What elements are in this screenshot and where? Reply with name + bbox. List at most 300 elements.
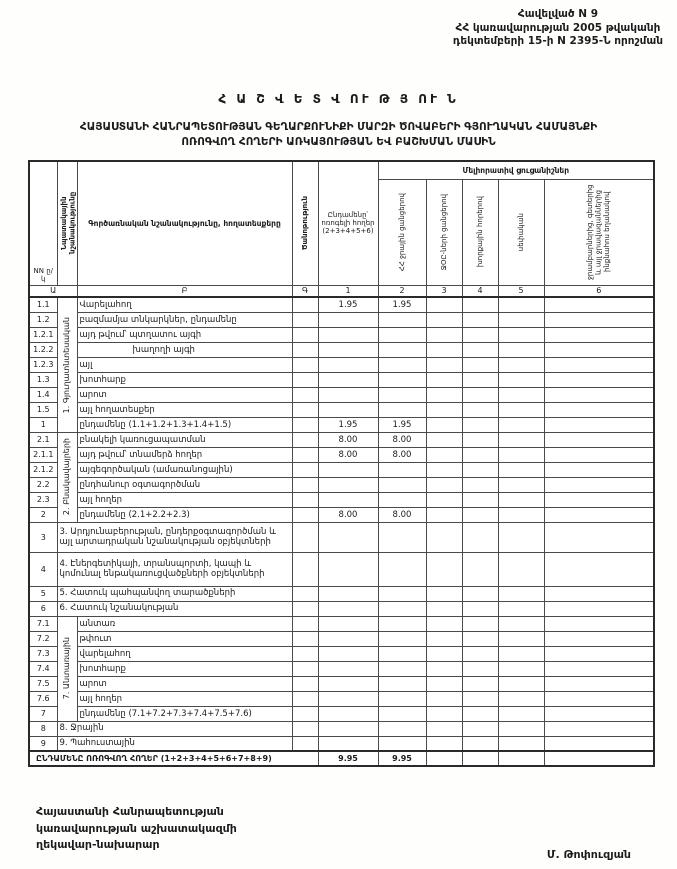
row-num: 7.1 — [29, 616, 57, 631]
row-num: 7.3 — [29, 646, 57, 661]
signatory-line-3: ղեկավար-նախարար — [36, 838, 160, 851]
value-cell: 1.95 — [378, 297, 426, 312]
value-cell — [426, 312, 462, 327]
value-cell — [318, 312, 378, 327]
value-cell — [378, 706, 426, 721]
table-row — [29, 297, 654, 312]
col-header-sub-1 — [378, 179, 426, 285]
value-cell — [426, 586, 462, 601]
table-row — [29, 447, 654, 462]
value-cell — [544, 387, 654, 402]
value-cell — [498, 616, 544, 631]
col-header-sub-1-text: ՀՀ ջրային ցանցերով — [397, 192, 406, 272]
value-cell — [462, 706, 498, 721]
row-label: այդ թվում՝ տնամերձ հողեր — [77, 447, 292, 462]
col-header-note — [292, 161, 318, 285]
value-cell: 1.95 — [318, 417, 378, 432]
row-num: 2 — [29, 507, 57, 522]
note-cell — [292, 601, 318, 616]
value-cell — [462, 552, 498, 586]
row-label: թփուտ — [77, 631, 292, 646]
value-cell — [498, 387, 544, 402]
col-header-total: Ընդամենը՝ ոռոգելի հողեր (2+3+4+5+6) — [318, 161, 378, 285]
row-num: 5 — [29, 586, 57, 601]
value-cell — [462, 507, 498, 522]
value-cell — [318, 706, 378, 721]
value-cell — [426, 492, 462, 507]
row-label: այլ հողեր — [77, 492, 292, 507]
value-cell — [462, 616, 498, 631]
table-row — [29, 327, 654, 342]
value-cell — [318, 552, 378, 586]
col-group-header: Մելիորատիվ ցուցանիշներ — [378, 161, 654, 179]
value-cell — [426, 462, 462, 477]
row-label: վարելահող — [77, 646, 292, 661]
value-cell: 8.00 — [378, 507, 426, 522]
section-label — [57, 297, 77, 432]
row-num: 7.4 — [29, 661, 57, 676]
value-cell — [426, 327, 462, 342]
value-cell — [426, 631, 462, 646]
letter-cell: 6 — [544, 285, 654, 297]
row-num: 1.4 — [29, 387, 57, 402]
value-cell — [498, 661, 544, 676]
value-cell — [318, 357, 378, 372]
value-cell — [498, 402, 544, 417]
note-cell — [292, 402, 318, 417]
value-cell — [378, 357, 426, 372]
value-cell — [378, 721, 426, 736]
row-label: 8. Ջրային — [57, 721, 292, 736]
table-row — [29, 552, 654, 586]
note-cell — [292, 691, 318, 706]
value-cell — [426, 417, 462, 432]
section-label-text: 2. Բնակավայրերի — [62, 438, 72, 516]
value-cell — [498, 721, 544, 736]
row-num: 1.1 — [29, 297, 57, 312]
value-cell — [498, 736, 544, 751]
letter-cell: 3 — [426, 285, 462, 297]
value-cell — [498, 706, 544, 721]
value-cell — [426, 387, 462, 402]
value-cell — [462, 462, 498, 477]
table-row — [29, 601, 654, 616]
value-cell — [544, 297, 654, 312]
value-cell — [498, 522, 544, 552]
row-num: 1.2.3 — [29, 357, 57, 372]
row-label: ընդհանուր օգտագործման — [77, 477, 292, 492]
value-cell — [378, 342, 426, 357]
value-cell — [462, 417, 498, 432]
row-label: 3. Արդյունաբերության, ընդերքօգտագործման և այլ արտադրական նշանակության օբյեկտների — [57, 522, 292, 552]
value-cell — [498, 327, 544, 342]
note-cell — [292, 721, 318, 736]
row-label: խոտհարք — [77, 372, 292, 387]
value-cell — [318, 462, 378, 477]
value-cell — [318, 522, 378, 552]
value-cell — [426, 447, 462, 462]
value-cell — [544, 492, 654, 507]
value-cell — [462, 477, 498, 492]
note-cell — [292, 447, 318, 462]
letter-cell: Գ — [292, 285, 318, 297]
note-cell — [292, 417, 318, 432]
value-cell — [378, 372, 426, 387]
row-label: 6. Հատուկ նշանակության — [57, 601, 292, 616]
row-num: 7.6 — [29, 691, 57, 706]
row-num: 7.2 — [29, 631, 57, 646]
value-cell: 9.95 — [318, 751, 378, 766]
value-cell — [544, 616, 654, 631]
row-label: 9. Պահուստային — [57, 736, 292, 751]
row-num: 7.5 — [29, 676, 57, 691]
value-cell — [462, 522, 498, 552]
value-cell — [318, 492, 378, 507]
value-cell — [426, 552, 462, 586]
table-row — [29, 522, 654, 552]
value-cell — [378, 601, 426, 616]
table-row — [29, 312, 654, 327]
row-label: անտառ — [77, 616, 292, 631]
value-cell — [426, 661, 462, 676]
value-cell — [378, 492, 426, 507]
row-num: 6 — [29, 601, 57, 616]
report-title: Հ Ա Շ Վ Ե Տ Վ ՈՒ Թ Յ ՈՒ Ն — [218, 92, 459, 106]
row-num: 9 — [29, 736, 57, 751]
table-row — [29, 372, 654, 387]
note-cell — [292, 357, 318, 372]
row-label: խոտհարք — [77, 661, 292, 676]
signatory-block — [36, 804, 237, 854]
col-header-purpose-text: Նպատակային նշանակությունը — [59, 192, 76, 255]
table-row — [29, 691, 654, 706]
value-cell — [426, 646, 462, 661]
value-cell — [378, 402, 426, 417]
value-cell — [378, 616, 426, 631]
section-label — [57, 616, 77, 721]
note-cell — [292, 297, 318, 312]
col-header-functional: Գործառնական նշանակությունը, հողատեսքերը — [77, 161, 292, 285]
value-cell — [462, 432, 498, 447]
value-cell — [318, 477, 378, 492]
table-row — [29, 616, 654, 631]
note-cell — [292, 432, 318, 447]
value-cell — [378, 586, 426, 601]
value-cell — [318, 616, 378, 631]
value-cell — [462, 751, 498, 766]
value-cell — [426, 736, 462, 751]
col-header-sub-2 — [426, 179, 462, 285]
row-label: 5. Հատուկ պահպանվող տարածքների — [57, 586, 292, 601]
value-cell — [426, 342, 462, 357]
value-cell — [498, 462, 544, 477]
value-cell — [462, 312, 498, 327]
row-num: 2.1.2 — [29, 462, 57, 477]
value-cell — [318, 721, 378, 736]
value-cell — [318, 586, 378, 601]
value-cell — [544, 342, 654, 357]
value-cell — [544, 736, 654, 751]
note-cell — [292, 507, 318, 522]
value-cell — [318, 402, 378, 417]
value-cell — [378, 327, 426, 342]
value-cell — [426, 357, 462, 372]
value-cell — [544, 586, 654, 601]
value-cell — [498, 631, 544, 646]
row-label: արոտ — [77, 676, 292, 691]
row-label: ընդամենը (7.1+7.2+7.3+7.4+7.5+7.6) — [77, 706, 292, 721]
section-label — [57, 432, 77, 522]
value-cell — [462, 646, 498, 661]
table-row — [29, 661, 654, 676]
value-cell — [426, 616, 462, 631]
value-cell — [426, 751, 462, 766]
note-cell — [292, 736, 318, 751]
row-num: 4 — [29, 552, 57, 586]
row-label: այլ — [77, 357, 292, 372]
value-cell — [462, 297, 498, 312]
header-row-main — [29, 161, 654, 179]
value-cell — [544, 601, 654, 616]
value-cell — [378, 462, 426, 477]
value-cell: 8.00 — [318, 432, 378, 447]
note-cell — [292, 661, 318, 676]
signatory-line-1: Հայաստանի Հանրապետության — [36, 805, 224, 818]
row-label: ընդամենը (2.1+2.2+2.3) — [77, 507, 292, 522]
report-subtitle-2: ՈՌՈԳՎՈՂ ՀՈՂԵՐԻ ԱՌԿԱՅՈՒԹՅԱՆ ԵՎ ԲԱՇԽՄԱՆ ՄԱՍԻՆ — [181, 136, 496, 148]
value-cell — [544, 691, 654, 706]
row-num: 1.3 — [29, 372, 57, 387]
signature-name: Մ. Թոփուզյան — [546, 848, 631, 861]
row-num: 2.1.1 — [29, 447, 57, 462]
value-cell: 1.95 — [318, 297, 378, 312]
grand-total-row — [29, 751, 654, 766]
value-cell — [378, 691, 426, 706]
value-cell — [544, 327, 654, 342]
value-cell: 9.95 — [378, 751, 426, 766]
value-cell — [544, 751, 654, 766]
value-cell — [462, 661, 498, 676]
value-cell — [318, 601, 378, 616]
table-row — [29, 631, 654, 646]
value-cell — [498, 507, 544, 522]
row-num: 8 — [29, 721, 57, 736]
table-row — [29, 357, 654, 372]
value-cell — [462, 357, 498, 372]
row-num: 7 — [29, 706, 57, 721]
value-cell — [378, 676, 426, 691]
value-cell — [498, 492, 544, 507]
grand-total-label: ԸՆԴԱՄԵՆԸ ՈՌՈԳՎՈՂ ՀՈՂԵՐ (1+2+3+4+5+6+7+8+9) — [29, 751, 318, 766]
value-cell — [462, 631, 498, 646]
row-num: 1.2.1 — [29, 327, 57, 342]
table-row — [29, 417, 654, 432]
signatory-line-2: կառավարության աշխատակազմի — [36, 821, 237, 835]
value-cell — [462, 721, 498, 736]
value-cell — [498, 676, 544, 691]
table-row — [29, 586, 654, 601]
note-cell — [292, 327, 318, 342]
value-cell — [462, 586, 498, 601]
value-cell — [462, 736, 498, 751]
value-cell — [544, 706, 654, 721]
value-cell — [544, 417, 654, 432]
value-cell — [498, 297, 544, 312]
note-cell — [292, 646, 318, 661]
value-cell — [378, 477, 426, 492]
row-label: բազմամյա տնկարկներ, ընդամենը — [77, 312, 292, 327]
col-header-sub-4-text: սեփական — [516, 212, 525, 252]
value-cell — [462, 691, 498, 706]
value-cell — [378, 661, 426, 676]
title-block — [0, 92, 677, 151]
value-cell — [318, 372, 378, 387]
value-cell — [318, 327, 378, 342]
value-cell — [498, 477, 544, 492]
value-cell: 8.00 — [378, 447, 426, 462]
value-cell — [544, 447, 654, 462]
value-cell — [498, 372, 544, 387]
value-cell — [378, 736, 426, 751]
col-header-purpose — [57, 161, 77, 285]
value-cell — [378, 312, 426, 327]
col-header-sub-2-text: ՋՕԸ-ների ցանցերով — [439, 193, 448, 271]
value-cell — [318, 646, 378, 661]
letter-cell: 5 — [498, 285, 544, 297]
row-num: 3 — [29, 522, 57, 552]
note-cell — [292, 676, 318, 691]
table-row — [29, 706, 654, 721]
value-cell — [426, 507, 462, 522]
note-cell — [292, 477, 318, 492]
row-label: ընդամենը (1.1+1.2+1.3+1.4+1.5) — [77, 417, 292, 432]
value-cell — [544, 507, 654, 522]
value-cell — [544, 661, 654, 676]
note-cell — [292, 312, 318, 327]
value-cell: 8.00 — [318, 447, 378, 462]
value-cell — [544, 676, 654, 691]
value-cell: 8.00 — [318, 507, 378, 522]
table-row — [29, 721, 654, 736]
col-header-sub-4 — [498, 179, 544, 285]
letter-cell: 2 — [378, 285, 426, 297]
value-cell — [378, 522, 426, 552]
value-cell: 8.00 — [378, 432, 426, 447]
row-num: 2.3 — [29, 492, 57, 507]
value-cell: 1.95 — [378, 417, 426, 432]
value-cell — [318, 661, 378, 676]
value-cell — [498, 691, 544, 706]
value-cell — [544, 432, 654, 447]
appendix-line-3: դեկտեմբերի 15-ի N 2395-Ն որոշման — [452, 35, 663, 48]
appendix-line-1: Հավելված N 9 — [517, 8, 599, 20]
note-cell — [292, 492, 318, 507]
value-cell — [544, 312, 654, 327]
value-cell — [318, 676, 378, 691]
value-cell — [544, 372, 654, 387]
value-cell — [462, 387, 498, 402]
report-subtitle-1: ՀԱՅԱՍՏԱՆԻ ՀԱՆՐԱՊԵՏՈՒԹՅԱՆ ԳԵՂԱՐՔՈՒՆԻՔԻ ՄԱՐԶԻ ԾՈՎԱԲԵՐԻ ԳՅՈՒՂԱԿԱՆ ՀԱՄԱՅՆՔԻ — [79, 121, 598, 133]
value-cell — [426, 297, 462, 312]
section-label-text: 7. Անտառային — [62, 637, 72, 700]
col-header-note-text: Ծանոթություն — [300, 196, 309, 251]
table-row — [29, 432, 654, 447]
value-cell — [462, 342, 498, 357]
appendix-line-2: ՀՀ կառավարության 2005 թվականի — [455, 21, 661, 34]
value-cell — [462, 447, 498, 462]
letter-cell: Բ — [77, 285, 292, 297]
header-row-letters — [29, 285, 654, 297]
value-cell — [462, 372, 498, 387]
value-cell — [426, 522, 462, 552]
value-cell — [318, 691, 378, 706]
value-cell — [498, 601, 544, 616]
value-cell — [378, 387, 426, 402]
letter-cell: 4 — [462, 285, 498, 297]
value-cell — [544, 631, 654, 646]
table-row — [29, 477, 654, 492]
value-cell — [462, 327, 498, 342]
note-cell — [292, 706, 318, 721]
value-cell — [498, 646, 544, 661]
value-cell — [544, 357, 654, 372]
section-label-text: 1. Գյուղատնտեսական — [62, 316, 72, 413]
row-label: 4. Էներգետիկայի, տրանսպորտի, կապի և կոմունալ ենթակառուցվածքների օբյեկտների — [57, 552, 292, 586]
value-cell — [426, 477, 462, 492]
value-cell — [318, 387, 378, 402]
value-cell — [426, 432, 462, 447]
value-cell — [378, 552, 426, 586]
value-cell — [498, 552, 544, 586]
note-cell — [292, 387, 318, 402]
value-cell — [378, 631, 426, 646]
value-cell — [426, 691, 462, 706]
value-cell — [426, 601, 462, 616]
row-label: բնակելի կառուցապատման — [77, 432, 292, 447]
row-num: 1.2 — [29, 312, 57, 327]
value-cell — [426, 721, 462, 736]
value-cell — [498, 417, 544, 432]
col-header-sub-3 — [462, 179, 498, 285]
row-label: այլ հողատեսքեր — [77, 402, 292, 417]
letter-cell: Ա — [29, 285, 77, 297]
value-cell — [498, 447, 544, 462]
letter-cell: 1 — [318, 285, 378, 297]
table-row — [29, 492, 654, 507]
row-label: Վարելահող — [77, 297, 292, 312]
row-label: այգեգործական (ամառանոցային) — [77, 462, 292, 477]
value-cell — [426, 706, 462, 721]
row-num: 2.2 — [29, 477, 57, 492]
note-cell — [292, 342, 318, 357]
value-cell — [426, 676, 462, 691]
value-cell — [318, 736, 378, 751]
value-cell — [544, 477, 654, 492]
col-header-sub-5 — [544, 179, 654, 285]
report-table — [28, 160, 655, 767]
note-cell — [292, 372, 318, 387]
table-row — [29, 342, 654, 357]
value-cell — [498, 342, 544, 357]
value-cell — [544, 402, 654, 417]
table-row — [29, 462, 654, 477]
col-header-sub-3-text: խորքային հորերով — [475, 196, 484, 268]
value-cell — [498, 586, 544, 601]
report-table-body — [29, 297, 654, 766]
table-row — [29, 676, 654, 691]
table-row — [29, 387, 654, 402]
row-label: այլ հողեր — [77, 691, 292, 706]
